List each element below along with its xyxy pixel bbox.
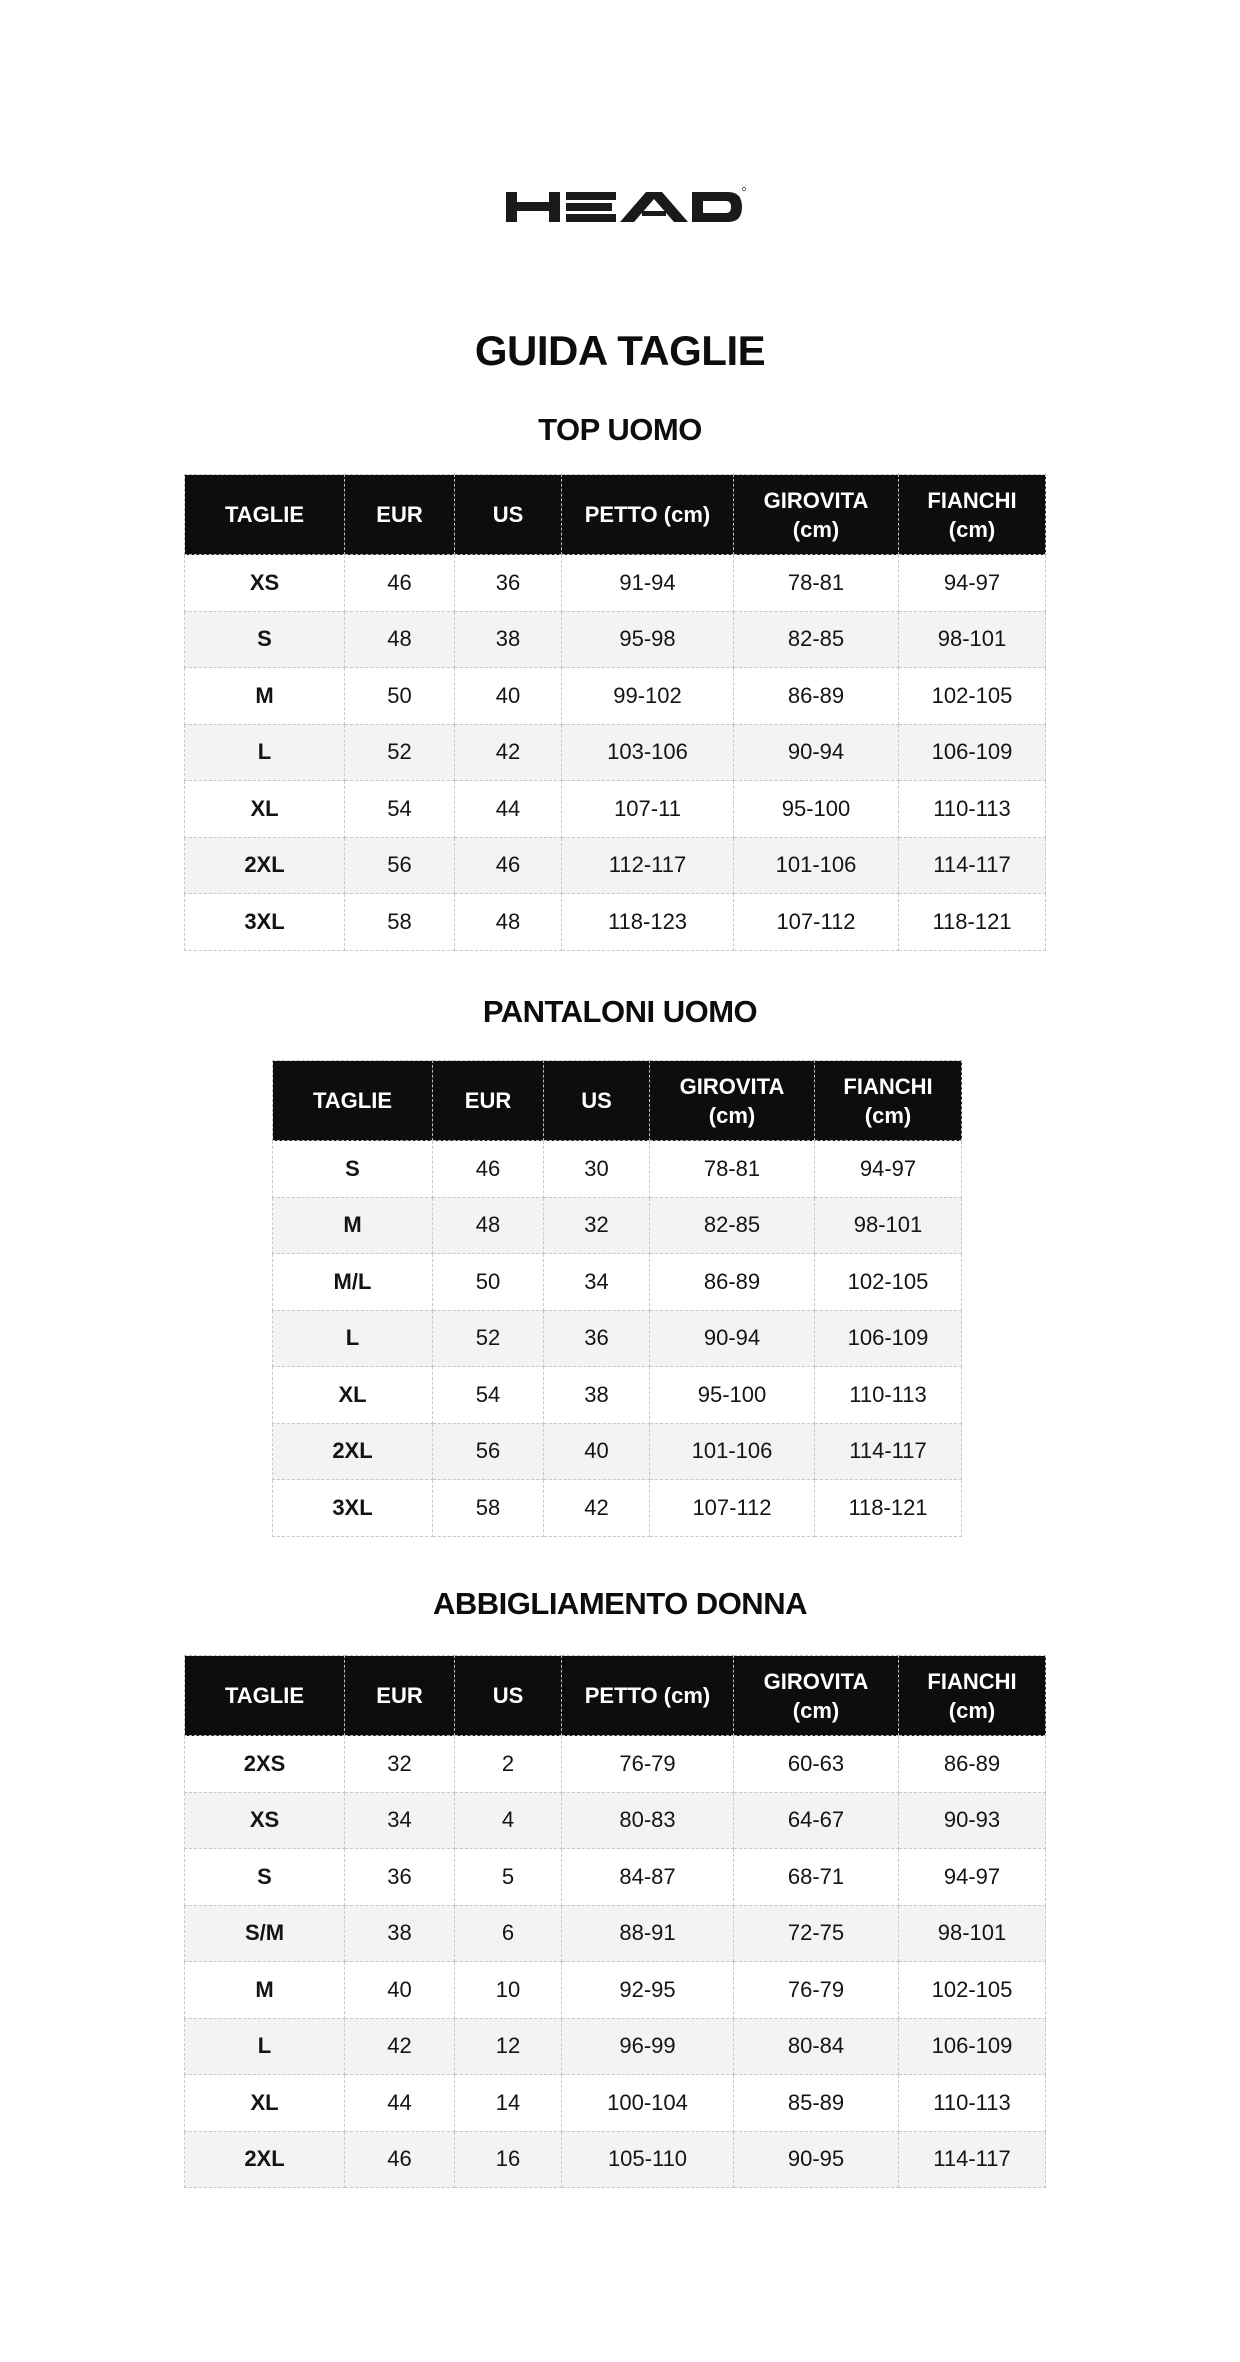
size-table-pantaloni-uomo xyxy=(272,1060,962,1537)
measurement-cell: 68-71 xyxy=(734,1849,899,1906)
column-header xyxy=(734,475,899,555)
table-row xyxy=(185,781,1046,838)
measurement-cell: 54 xyxy=(345,781,455,838)
column-header-label: (cm) xyxy=(792,516,840,542)
section-title-top-uomo: TOP UOMO xyxy=(538,412,702,447)
table-row xyxy=(273,1480,962,1537)
column-header-label: GIROVITA xyxy=(679,1073,785,1099)
table-row xyxy=(185,1792,1046,1849)
column-header-label: EUR xyxy=(464,1088,512,1113)
measurement-cell: 82-85 xyxy=(734,611,899,668)
column-header xyxy=(185,1656,345,1736)
size-label-cell: M/L xyxy=(273,1254,433,1311)
measurement-cell: 102-105 xyxy=(899,1962,1046,2019)
size-label-cell: S/M xyxy=(185,1905,345,1962)
measurement-cell: 118-121 xyxy=(899,894,1046,951)
measurement-cell: 5 xyxy=(455,1849,562,1906)
table-row xyxy=(185,1849,1046,1906)
column-header-label: PETTO (cm) xyxy=(584,502,711,527)
measurement-cell: 2 xyxy=(455,1736,562,1793)
column-header-label: TAGLIE xyxy=(224,502,305,527)
measurement-cell: 32 xyxy=(345,1736,455,1793)
measurement-cell: 36 xyxy=(455,555,562,612)
measurement-cell: 90-94 xyxy=(734,724,899,781)
measurement-cell: 48 xyxy=(433,1197,544,1254)
table-row xyxy=(185,724,1046,781)
column-header xyxy=(734,1656,899,1736)
size-label-cell: 2XL xyxy=(185,2131,345,2188)
table-row xyxy=(185,2131,1046,2188)
measurement-cell: 99-102 xyxy=(562,668,734,725)
column-header-label: FIANCHI xyxy=(927,487,1017,513)
measurement-cell: 34 xyxy=(345,1792,455,1849)
measurement-cell: 50 xyxy=(433,1254,544,1311)
measurement-cell: 44 xyxy=(455,781,562,838)
measurement-cell: 32 xyxy=(544,1197,650,1254)
measurement-cell: 76-79 xyxy=(734,1962,899,2019)
table-row xyxy=(185,1736,1046,1793)
size-label-cell: 2XL xyxy=(273,1423,433,1480)
measurement-cell: 118-121 xyxy=(815,1480,962,1537)
measurement-cell: 118-123 xyxy=(562,894,734,951)
section-title-abbigliamento-donna: ABBIGLIAMENTO DONNA xyxy=(433,1586,807,1621)
size-label-cell: L xyxy=(185,724,345,781)
measurement-cell: 106-109 xyxy=(815,1310,962,1367)
measurement-cell: 60-63 xyxy=(734,1736,899,1793)
measurement-cell: 114-117 xyxy=(899,837,1046,894)
measurement-cell: 105-110 xyxy=(562,2131,734,2188)
column-header xyxy=(345,1656,455,1736)
head-logo-icon xyxy=(506,186,746,226)
measurement-cell: 12 xyxy=(455,2018,562,2075)
measurement-cell: 52 xyxy=(433,1310,544,1367)
measurement-cell: 30 xyxy=(544,1141,650,1198)
measurement-cell: 107-11 xyxy=(562,781,734,838)
column-header xyxy=(815,1061,962,1141)
size-table-abbigliamento-donna xyxy=(184,1655,1046,2188)
column-header xyxy=(455,1656,562,1736)
column-header-label: TAGLIE xyxy=(312,1088,393,1113)
measurement-cell: 48 xyxy=(455,894,562,951)
column-header-label: GIROVITA xyxy=(763,1668,869,1694)
measurement-cell: 85-89 xyxy=(734,2075,899,2132)
measurement-cell: 64-67 xyxy=(734,1792,899,1849)
table-row xyxy=(273,1423,962,1480)
table-row xyxy=(273,1141,962,1198)
measurement-cell: 103-106 xyxy=(562,724,734,781)
table-header-row xyxy=(273,1061,962,1141)
table-row xyxy=(185,555,1046,612)
size-label-cell: M xyxy=(185,668,345,725)
measurement-cell: 90-95 xyxy=(734,2131,899,2188)
measurement-cell: 46 xyxy=(433,1141,544,1198)
measurement-cell: 98-101 xyxy=(899,1905,1046,1962)
size-label-cell: S xyxy=(185,1849,345,1906)
column-header xyxy=(273,1061,433,1141)
measurement-cell: 86-89 xyxy=(650,1254,815,1311)
size-table-top-uomo xyxy=(184,474,1046,951)
measurement-cell: 72-75 xyxy=(734,1905,899,1962)
measurement-cell: 102-105 xyxy=(815,1254,962,1311)
column-header-label: US xyxy=(492,502,524,527)
measurement-cell: 86-89 xyxy=(734,668,899,725)
column-header-label: (cm) xyxy=(948,1697,996,1723)
measurement-cell: 38 xyxy=(544,1367,650,1424)
size-label-cell: S xyxy=(273,1141,433,1198)
measurement-cell: 80-83 xyxy=(562,1792,734,1849)
table-row xyxy=(185,668,1046,725)
measurement-cell: 110-113 xyxy=(815,1367,962,1424)
measurement-cell: 95-98 xyxy=(562,611,734,668)
measurement-cell: 48 xyxy=(345,611,455,668)
measurement-cell: 90-93 xyxy=(899,1792,1046,1849)
table-row xyxy=(185,894,1046,951)
measurement-cell: 95-100 xyxy=(734,781,899,838)
column-header-label: (cm) xyxy=(948,516,996,542)
measurement-cell: 112-117 xyxy=(562,837,734,894)
column-header xyxy=(562,1656,734,1736)
column-header-label: US xyxy=(581,1088,612,1113)
measurement-cell: 36 xyxy=(345,1849,455,1906)
measurement-cell: 36 xyxy=(544,1310,650,1367)
size-label-cell: 3XL xyxy=(273,1480,433,1537)
column-header xyxy=(455,475,562,555)
measurement-cell: 42 xyxy=(345,2018,455,2075)
size-label-cell: XS xyxy=(185,555,345,612)
table-header-row xyxy=(185,475,1046,555)
measurement-cell: 101-106 xyxy=(734,837,899,894)
table-row xyxy=(273,1367,962,1424)
table-header-row xyxy=(185,1656,1046,1736)
table-row xyxy=(273,1310,962,1367)
table-row xyxy=(273,1254,962,1311)
column-header xyxy=(185,475,345,555)
measurement-cell: 107-112 xyxy=(650,1480,815,1537)
measurement-cell: 50 xyxy=(345,668,455,725)
size-label-cell: XL xyxy=(185,2075,345,2132)
measurement-cell: 52 xyxy=(345,724,455,781)
measurement-cell: 98-101 xyxy=(815,1197,962,1254)
size-label-cell: S xyxy=(185,611,345,668)
table-row xyxy=(185,2018,1046,2075)
measurement-cell: 78-81 xyxy=(650,1141,815,1198)
column-header xyxy=(650,1061,815,1141)
measurement-cell: 4 xyxy=(455,1792,562,1849)
size-label-cell: XL xyxy=(185,781,345,838)
measurement-cell: 88-91 xyxy=(562,1905,734,1962)
measurement-cell: 80-84 xyxy=(734,2018,899,2075)
column-header-label: GIROVITA xyxy=(763,487,869,513)
column-header-label: FIANCHI xyxy=(843,1073,933,1099)
column-header-label: PETTO (cm) xyxy=(584,1683,711,1708)
size-label-cell: XS xyxy=(185,1792,345,1849)
page-title: GUIDA TAGLIE xyxy=(474,327,766,374)
measurement-cell: 34 xyxy=(544,1254,650,1311)
size-label-cell: M xyxy=(185,1962,345,2019)
measurement-cell: 40 xyxy=(544,1423,650,1480)
column-header xyxy=(345,475,455,555)
column-header-label: EUR xyxy=(376,1683,423,1708)
measurement-cell: 107-112 xyxy=(734,894,899,951)
table-row xyxy=(273,1197,962,1254)
measurement-cell: 54 xyxy=(433,1367,544,1424)
measurement-cell: 90-94 xyxy=(650,1310,815,1367)
column-header-label: (cm) xyxy=(792,1697,840,1723)
measurement-cell: 76-79 xyxy=(562,1736,734,1793)
measurement-cell: 98-101 xyxy=(899,611,1046,668)
section-title-pantaloni-uomo: PANTALONI UOMO xyxy=(482,994,758,1029)
measurement-cell: 42 xyxy=(455,724,562,781)
column-header-label: (cm) xyxy=(708,1102,756,1128)
measurement-cell: 114-117 xyxy=(815,1423,962,1480)
size-label-cell: XL xyxy=(273,1367,433,1424)
measurement-cell: 106-109 xyxy=(899,2018,1046,2075)
size-label-cell: M xyxy=(273,1197,433,1254)
table-row xyxy=(185,1905,1046,1962)
measurement-cell: 40 xyxy=(345,1962,455,2019)
measurement-cell: 94-97 xyxy=(899,1849,1046,1906)
measurement-cell: 14 xyxy=(455,2075,562,2132)
table-row xyxy=(185,837,1046,894)
measurement-cell: 58 xyxy=(345,894,455,951)
column-header xyxy=(433,1061,544,1141)
measurement-cell: 84-87 xyxy=(562,1849,734,1906)
measurement-cell: 100-104 xyxy=(562,2075,734,2132)
column-header-label: (cm) xyxy=(864,1102,912,1128)
column-header xyxy=(544,1061,650,1141)
measurement-cell: 82-85 xyxy=(650,1197,815,1254)
measurement-cell: 46 xyxy=(345,2131,455,2188)
measurement-cell: 46 xyxy=(345,555,455,612)
measurement-cell: 42 xyxy=(544,1480,650,1537)
measurement-cell: 40 xyxy=(455,668,562,725)
measurement-cell: 101-106 xyxy=(650,1423,815,1480)
measurement-cell: 96-99 xyxy=(562,2018,734,2075)
measurement-cell: 56 xyxy=(433,1423,544,1480)
measurement-cell: 94-97 xyxy=(899,555,1046,612)
measurement-cell: 92-95 xyxy=(562,1962,734,2019)
size-label-cell: 2XS xyxy=(185,1736,345,1793)
size-label-cell: L xyxy=(273,1310,433,1367)
measurement-cell: 46 xyxy=(455,837,562,894)
size-label-cell: L xyxy=(185,2018,345,2075)
measurement-cell: 102-105 xyxy=(899,668,1046,725)
table-row xyxy=(185,1962,1046,2019)
column-header xyxy=(899,1656,1046,1736)
table-row xyxy=(185,2075,1046,2132)
column-header-label: US xyxy=(492,1683,524,1708)
table-row xyxy=(185,611,1046,668)
measurement-cell: 78-81 xyxy=(734,555,899,612)
column-header xyxy=(562,475,734,555)
column-header-label: TAGLIE xyxy=(224,1683,305,1708)
measurement-cell: 16 xyxy=(455,2131,562,2188)
measurement-cell: 6 xyxy=(455,1905,562,1962)
measurement-cell: 38 xyxy=(455,611,562,668)
measurement-cell: 56 xyxy=(345,837,455,894)
column-header xyxy=(899,475,1046,555)
size-label-cell: 2XL xyxy=(185,837,345,894)
measurement-cell: 114-117 xyxy=(899,2131,1046,2188)
measurement-cell: 91-94 xyxy=(562,555,734,612)
measurement-cell: 10 xyxy=(455,1962,562,2019)
measurement-cell: 106-109 xyxy=(899,724,1046,781)
measurement-cell: 44 xyxy=(345,2075,455,2132)
column-header-label: EUR xyxy=(376,502,423,527)
measurement-cell: 94-97 xyxy=(815,1141,962,1198)
measurement-cell: 110-113 xyxy=(899,2075,1046,2132)
size-label-cell: 3XL xyxy=(185,894,345,951)
measurement-cell: 86-89 xyxy=(899,1736,1046,1793)
measurement-cell: 58 xyxy=(433,1480,544,1537)
measurement-cell: 110-113 xyxy=(899,781,1046,838)
column-header-label: FIANCHI xyxy=(927,1668,1017,1694)
measurement-cell: 38 xyxy=(345,1905,455,1962)
measurement-cell: 95-100 xyxy=(650,1367,815,1424)
